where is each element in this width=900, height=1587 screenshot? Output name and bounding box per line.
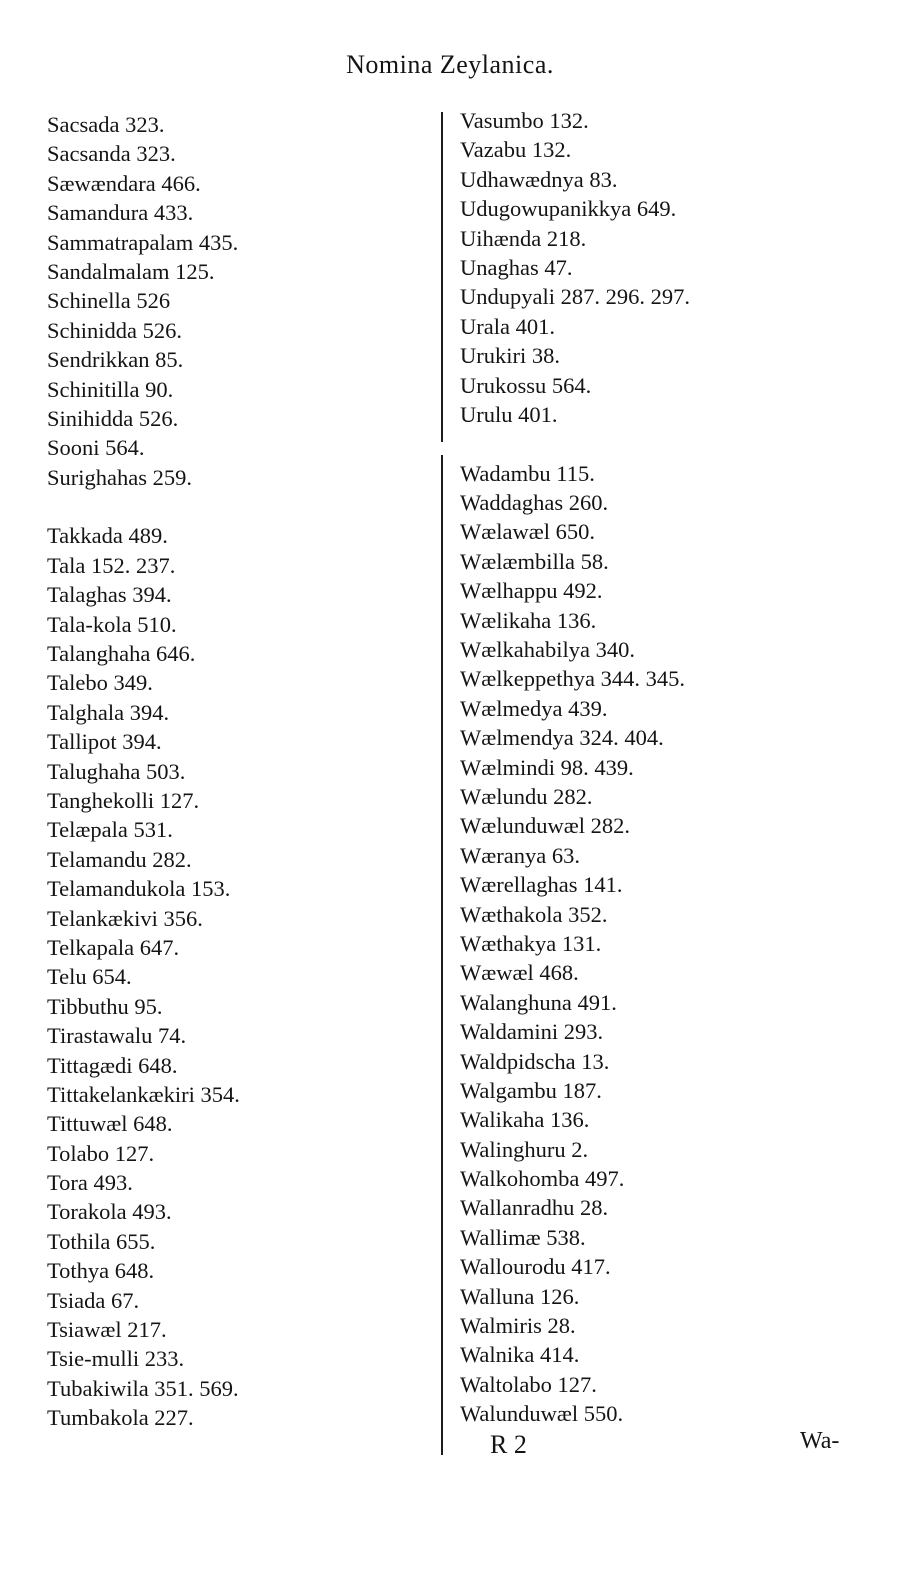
index-entry: Tothya 648.: [47, 1258, 155, 1284]
index-entry: Sammatrapalam 435.: [47, 229, 239, 255]
index-entry: Wælkahabilya 340.: [460, 637, 635, 663]
index-entry: Uihænda 218.: [460, 225, 587, 251]
index-entry: Tala 152. 237.: [47, 552, 176, 578]
index-entry: Tolabo 127.: [47, 1140, 155, 1166]
index-entry: Wælmendya 324. 404.: [460, 725, 664, 751]
index-entry: Vasumbo 132.: [460, 108, 589, 133]
index-entry: Sacsada 323.: [47, 112, 165, 137]
index-entry: Surighahas 259.: [47, 464, 192, 490]
index-entry: Wælhappu 492.: [460, 578, 603, 604]
index-entry: Takkada 489.: [47, 523, 168, 549]
index-entry: Wallourodu 417.: [460, 1254, 611, 1280]
index-entry: Wallimæ 538.: [460, 1224, 586, 1250]
index-entry: Waddaghas 260.: [460, 490, 609, 516]
index-entry: Tanghekolli 127.: [47, 787, 200, 813]
section-gap: [47, 492, 240, 521]
index-entry: Tubakiwila 351. 569.: [47, 1375, 239, 1401]
index-entry: Samandura 433.: [47, 200, 194, 226]
index-entry: Talughaha 503.: [47, 758, 186, 784]
index-entry: Vazabu 132.: [460, 137, 572, 163]
index-entry: Sendrikkan 85.: [47, 347, 184, 373]
index-entry: Waldpidscha 13.: [460, 1048, 610, 1074]
index-entry: Walgambu 187.: [460, 1077, 602, 1103]
index-entry: Walanghuna 491.: [460, 989, 617, 1015]
index-entry: Schinitilla 90.: [47, 376, 174, 402]
index-entry: Schinidda 526.: [47, 317, 182, 343]
index-entry: Schinella 526: [47, 288, 171, 314]
index-entry: Wælæmbilla 58.: [460, 548, 609, 574]
index-entry: Wælmedya 439.: [460, 695, 608, 721]
index-entry: Telkapala 647.: [47, 934, 180, 960]
catchword: Wa-: [800, 1428, 840, 1454]
index-entry: Walunduwæl 550.: [460, 1401, 624, 1427]
index-entry: Telu 654.: [47, 964, 132, 990]
index-entry: Tsie-mulli 233.: [47, 1346, 185, 1372]
index-entry: Wæranya 63.: [460, 842, 580, 868]
index-entry: Telæpala 531.: [47, 817, 173, 843]
index-entry: Walmiris 28.: [460, 1313, 576, 1339]
index-entry: Walinghuru 2.: [460, 1136, 589, 1162]
index-entry: Waltolabo 127.: [460, 1371, 597, 1397]
index-entry: Wælundu 282.: [460, 783, 593, 809]
signature-mark: R 2: [490, 1430, 527, 1459]
index-entry: Walluna 126.: [460, 1283, 580, 1309]
index-entry: Telamandu 282.: [47, 846, 192, 872]
index-entry: Wadambu 115.: [460, 460, 595, 486]
index-entry: Walnika 414.: [460, 1342, 580, 1368]
index-entry: Wallanradhu 28.: [460, 1195, 609, 1221]
index-entry: Walkohomba 497.: [460, 1166, 625, 1192]
index-entry: Urala 401.: [460, 313, 555, 339]
index-entry: Tala-kola 510.: [47, 611, 177, 637]
index-entry: Talanghaha 646.: [47, 641, 196, 667]
index-entry: Sæwændara 466.: [47, 170, 201, 196]
index-entry: Telankækivi 356.: [47, 905, 203, 931]
page-title: Nomina Zeylanica.: [346, 50, 554, 79]
index-entry: Tora 493.: [47, 1170, 133, 1196]
index-entry: Tumbakola 227.: [47, 1405, 194, 1431]
index-entry: Tsiada 67.: [47, 1287, 140, 1313]
index-entry: Tothila 655.: [47, 1228, 156, 1254]
index-entry: Waldamini 293.: [460, 1019, 604, 1045]
left-column: [47, 110, 240, 1433]
column-rule: [441, 455, 443, 1455]
index-entry: Tallipot 394.: [47, 729, 162, 755]
index-entry: Wælawæl 650.: [460, 519, 595, 545]
index-entry: Sandalmalam 125.: [47, 258, 215, 284]
index-entry: Urukossu 564.: [460, 372, 592, 398]
index-entry: Sacsanda 323.: [47, 141, 176, 167]
index-entry: Talebo 349.: [47, 670, 153, 696]
index-entry: Tittakelankækiri 354.: [47, 1081, 240, 1107]
index-entry: Wæthakola 352.: [460, 901, 608, 927]
index-entry: Talaghas 394.: [47, 582, 172, 608]
index-entry: Wæthakya 131.: [460, 930, 602, 956]
index-entry: Wæwæl 468.: [460, 960, 579, 986]
index-entry: Wælikaha 136.: [460, 607, 597, 633]
index-entry: Wælunduwæl 282.: [460, 813, 631, 839]
section-gap: [460, 429, 690, 458]
right-column: [460, 106, 690, 1429]
index-entry: Torakola 493.: [47, 1199, 172, 1225]
index-entry: Wælkeppethya 344. 345.: [460, 666, 685, 692]
index-entry: Tittuwæl 648.: [47, 1111, 173, 1137]
index-entry: Tsiawæl 217.: [47, 1317, 167, 1343]
index-entry: Undupyali 287. 296. 297.: [460, 284, 690, 310]
index-entry: Sinihidda 526.: [47, 405, 179, 431]
index-entry: Udugowupanikkya 649.: [460, 196, 677, 222]
column-rule: [441, 112, 443, 442]
index-entry: Unaghas 47.: [460, 254, 573, 280]
index-entry: Wælmindi 98. 439.: [460, 754, 634, 780]
index-entry: Talghala 394.: [47, 699, 170, 725]
index-entry: Tirastawalu 74.: [47, 1023, 187, 1049]
index-entry: Telamandukola 153.: [47, 876, 231, 902]
index-entry: Walikaha 136.: [460, 1107, 590, 1133]
index-entry: Urulu 401.: [460, 401, 558, 427]
index-entry: Tibbuthu 95.: [47, 993, 163, 1019]
index-entry: Wærellaghas 141.: [460, 872, 623, 898]
index-entry: Udhawædnya 83.: [460, 166, 618, 192]
index-entry: Sooni 564.: [47, 435, 145, 461]
index-entry: Urukiri 38.: [460, 343, 560, 369]
index-entry: Tittagædi 648.: [47, 1052, 178, 1078]
